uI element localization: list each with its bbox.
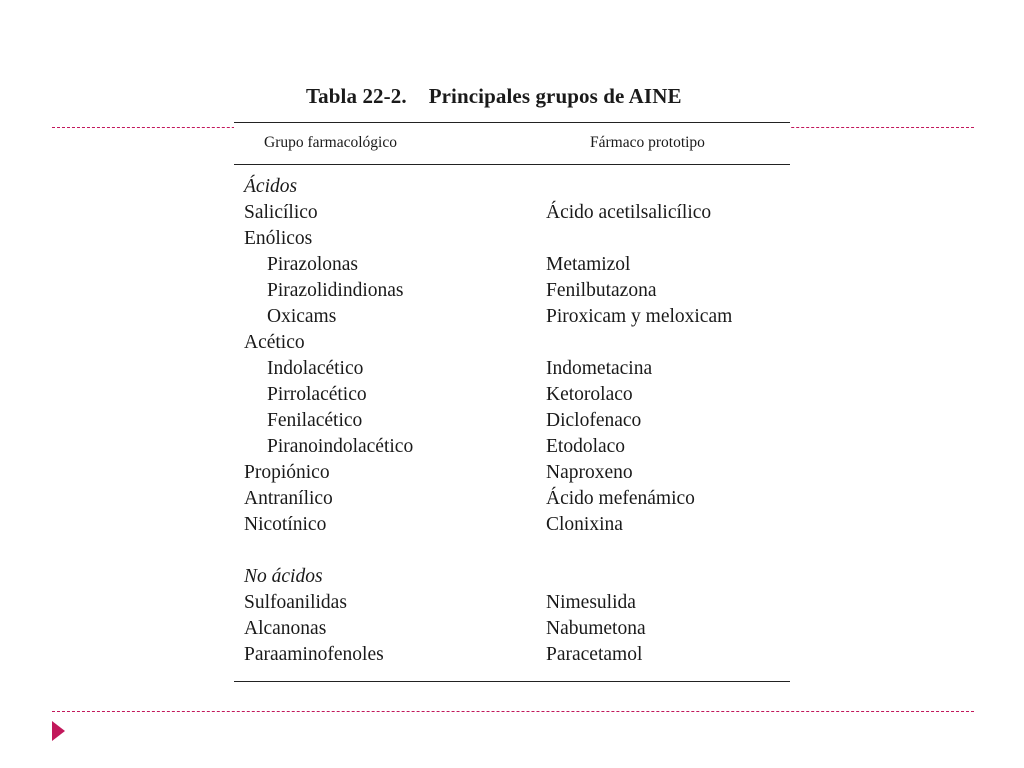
drug-cell: Diclofenaco	[546, 410, 642, 431]
group-cell: Sulfoanilidas	[244, 592, 347, 613]
drug-cell: Naproxeno	[546, 462, 633, 483]
table-caption: Principales grupos de AINE	[428, 84, 682, 108]
drug-cell: Ácido mefenámico	[546, 488, 695, 509]
group-cell: Enólicos	[244, 228, 313, 249]
group-cell: No ácidos	[244, 566, 323, 587]
group-cell: Nicotínico	[244, 514, 327, 535]
table-row	[234, 590, 790, 616]
table-header-rule	[234, 164, 790, 165]
table-row	[234, 616, 790, 642]
column-header-group: Grupo farmacológico	[264, 134, 397, 151]
table-row	[234, 200, 790, 226]
table-title	[234, 84, 790, 109]
table-row	[234, 226, 790, 252]
drug-cell: Nimesulida	[546, 592, 636, 613]
group-cell: Propiónico	[244, 462, 330, 483]
table-row	[234, 330, 790, 356]
nsaid-table	[234, 122, 790, 684]
triangle-right-icon	[52, 721, 65, 741]
table-row	[234, 356, 790, 382]
bottom-dashed-divider	[52, 711, 974, 712]
table-spacer-row	[234, 538, 790, 564]
table-body	[234, 174, 790, 668]
group-cell: Indolacético	[267, 358, 364, 379]
drug-cell: Etodolaco	[546, 436, 626, 457]
drug-cell: Indometacina	[546, 358, 653, 379]
table-row	[234, 408, 790, 434]
group-cell: Pirazolonas	[267, 254, 358, 275]
table-row	[234, 486, 790, 512]
group-cell: Pirrolacético	[267, 384, 367, 405]
drug-cell: Metamizol	[546, 254, 631, 275]
table-row	[234, 174, 790, 200]
group-cell: Fenilacético	[267, 410, 363, 431]
group-cell: Ácidos	[244, 176, 298, 197]
drug-cell: Ketorolaco	[546, 384, 633, 405]
group-cell: Oxicams	[267, 306, 337, 327]
group-cell: Antranílico	[244, 488, 333, 509]
group-cell: Salicílico	[244, 202, 318, 223]
table-row	[234, 304, 790, 330]
group-cell: Alcanonas	[244, 618, 327, 639]
table-row	[234, 252, 790, 278]
table-row	[234, 642, 790, 668]
table-row	[234, 434, 790, 460]
table-number: Tabla 22-2.	[306, 84, 407, 108]
drug-cell: Paracetamol	[546, 644, 643, 665]
table-bottom-rule	[234, 681, 790, 682]
table-row	[234, 512, 790, 538]
group-cell: Pirazolidindionas	[267, 280, 404, 301]
drug-cell: Nabumetona	[546, 618, 646, 639]
table-row	[234, 460, 790, 486]
table-top-rule	[234, 122, 790, 123]
drug-cell: Piroxicam y meloxicam	[546, 306, 733, 327]
table-row	[234, 382, 790, 408]
drug-cell: Ácido acetilsalicílico	[546, 202, 712, 223]
group-cell: Paraaminofenoles	[244, 644, 384, 665]
table-row	[234, 278, 790, 304]
column-header-prototype: Fármaco prototipo	[590, 134, 705, 151]
group-cell: Piranoindolacético	[267, 436, 414, 457]
drug-cell: Clonixina	[546, 514, 623, 535]
group-cell: Acético	[244, 332, 305, 353]
table-row	[234, 564, 790, 590]
drug-cell: Fenilbutazona	[546, 280, 657, 301]
